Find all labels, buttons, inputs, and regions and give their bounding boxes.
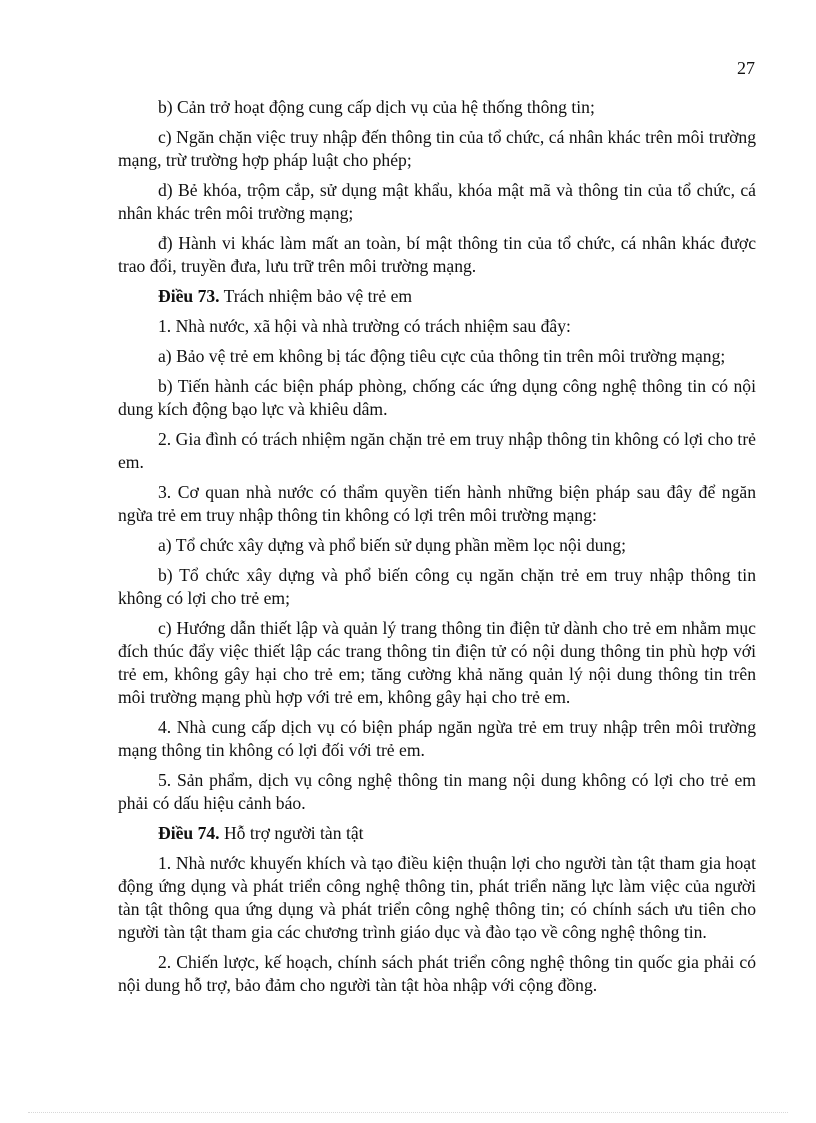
article-73-clause-3: 3. Cơ quan nhà nước có thẩm quyền tiến hành những biện pháp sau đây để ngăn ngừa trẻ em truy nhập thông tin không có lợi trên môi trường mạng:	[118, 482, 756, 525]
paragraph-dd-other-acts: đ) Hành vi khác làm mất an toàn, bí mật thông tin của tổ chức, cá nhân khác được trao đổi, truyền đưa, lưu trữ trên môi trường mạng.	[118, 233, 756, 276]
page-bottom-divider	[28, 1112, 788, 1113]
article-73-clause-3c: c) Hướng dẫn thiết lập và quản lý trang thông tin điện tử dành cho trẻ em nhằm mục đích thúc đẩy việc thiết lập các trang thông tin điện tử có nội dung thông tin phù hợp với trẻ em, không gây hại cho trẻ em; tăng cường khả năng quản lý nội dung thông tin trên môi trường mạng phù hợp với trẻ em, không gây hại cho trẻ em.	[118, 618, 756, 707]
article-74-label: Điều 74.	[158, 823, 220, 843]
article-73-clause-5: 5. Sản phẩm, dịch vụ công nghệ thông tin mang nội dung không có lợi cho trẻ em phải có dấu hiệu cảnh báo.	[118, 770, 756, 813]
paragraph-d-password-theft: d) Bẻ khóa, trộm cắp, sử dụng mật khẩu, khóa mật mã và thông tin của tổ chức, cá nhân khác trên môi trường mạng;	[118, 180, 756, 223]
article-73-clause-1b: b) Tiến hành các biện pháp phòng, chống các ứng dụng công nghệ thông tin có nội dung kích động bạo lực và khiêu dâm.	[118, 376, 756, 419]
article-73-label: Điều 73.	[158, 286, 220, 306]
article-74-clause-1: 1. Nhà nước khuyến khích và tạo điều kiện thuận lợi cho người tàn tật tham gia hoạt động ứng dụng và phát triển công nghệ thông tin, phát triển năng lực làm việc của người tàn tật thông qua ứng dụng và phát triển công nghệ thông tin; có chính sách ưu tiên cho người tàn tật tham gia các chương trình giáo dục và đào tạo về công nghệ thông tin.	[118, 853, 756, 942]
article-74-clause-2: 2. Chiến lược, kế hoạch, chính sách phát triển công nghệ thông tin quốc gia phải có nội dung hỗ trợ, bảo đảm cho người tàn tật hòa nhập với cộng đồng.	[118, 952, 756, 995]
article-73-clause-2: 2. Gia đình có trách nhiệm ngăn chặn trẻ em truy nhập thông tin không có lợi cho trẻ em.	[118, 429, 756, 472]
article-73-clause-1: 1. Nhà nước, xã hội và nhà trường có trách nhiệm sau đây:	[158, 316, 571, 336]
page-number: 27	[737, 58, 755, 78]
article-73-clause-1a: a) Bảo vệ trẻ em không bị tác động tiêu cực của thông tin trên môi trường mạng;	[158, 346, 726, 366]
page-body	[118, 96, 756, 1004]
article-73-heading	[118, 285, 756, 308]
paragraph-c-prevent-access: c) Ngăn chặn việc truy nhập đến thông tin của tổ chức, cá nhân khác trên môi trường mạng, trừ trường hợp pháp luật cho phép;	[118, 127, 756, 170]
article-73-clause-3a: a) Tổ chức xây dựng và phổ biến sử dụng phần mềm lọc nội dung;	[158, 535, 627, 555]
paragraph-b-obstruct: b) Cản trở hoạt động cung cấp dịch vụ của hệ thống thông tin;	[158, 97, 595, 117]
article-74-heading	[118, 822, 756, 845]
article-73-title: Trách nhiệm bảo vệ trẻ em	[219, 286, 413, 306]
article-74-title: Hỗ trợ người tàn tật	[219, 823, 364, 843]
article-73-clause-4: 4. Nhà cung cấp dịch vụ có biện pháp ngăn ngừa trẻ em truy nhập trên môi trường mạng thông tin không có lợi đối với trẻ em.	[118, 717, 756, 760]
article-73-clause-3b: b) Tổ chức xây dựng và phổ biến công cụ ngăn chặn trẻ em truy nhập thông tin không có lợi cho trẻ em;	[118, 565, 756, 608]
